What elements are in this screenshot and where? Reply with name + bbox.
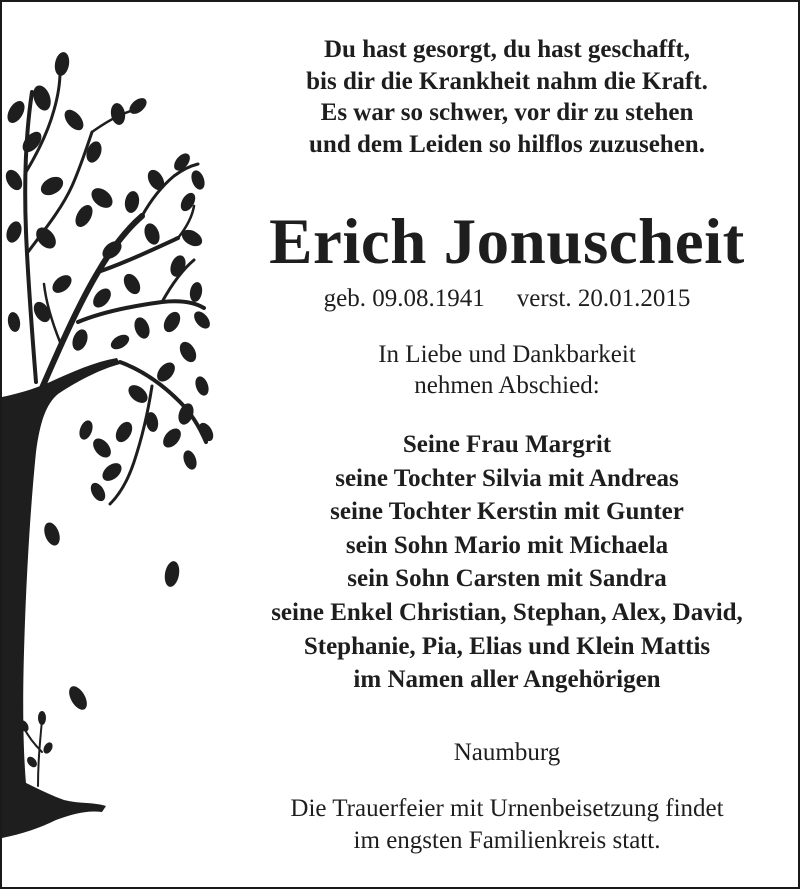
mourner-line: sein Sohn Mario mit Michaela xyxy=(345,531,669,559)
funeral-notice xyxy=(212,793,800,857)
farewell-text xyxy=(212,339,800,401)
deceased-name: Erich Jonuscheit xyxy=(269,206,745,278)
mourner-line: im Namen aller Angehörigen xyxy=(353,666,661,694)
mourners-list xyxy=(212,428,800,697)
life-dates xyxy=(212,283,800,315)
poem-line: Es war so schwer, vor dir zu stehen xyxy=(320,99,694,126)
poem-line: und dem Leiden so hilflos zuzusehen. xyxy=(309,130,705,158)
closing-line: im engsten Familienkreis statt. xyxy=(353,827,661,854)
tree-silhouette-icon xyxy=(2,2,232,889)
mourner-line: Seine Frau Margrit xyxy=(402,431,612,458)
farewell-line: nehmen Abschied: xyxy=(414,372,600,399)
mourner-line: seine Tochter Silvia mit Andreas xyxy=(335,464,679,492)
poem-line: Du hast gesorgt, du hast geschafft, xyxy=(324,36,690,63)
poem-line: bis dir die Krankheit nahm die Kraft. xyxy=(306,67,708,95)
place-name: Naumburg xyxy=(453,739,561,766)
mourner-line: seine Enkel Christian, Stephan, Alex, David, xyxy=(271,598,743,626)
closing-line: Die Trauerfeier mit Urnenbeisetzung findet xyxy=(290,795,724,822)
mourner-line: seine Tochter Kerstin mit Gunter xyxy=(330,498,684,526)
memorial-poem xyxy=(212,34,800,160)
farewell-line: In Liebe und Dankbarkeit xyxy=(378,341,636,368)
mourner-line: Stephanie, Pia, Elias und Klein Mattis xyxy=(303,632,711,660)
birth-date: geb. 09.08.1941 xyxy=(323,285,485,312)
mourner-line: sein Sohn Carsten mit Sandra xyxy=(347,565,667,593)
death-date: verst. 20.01.2015 xyxy=(516,285,691,312)
